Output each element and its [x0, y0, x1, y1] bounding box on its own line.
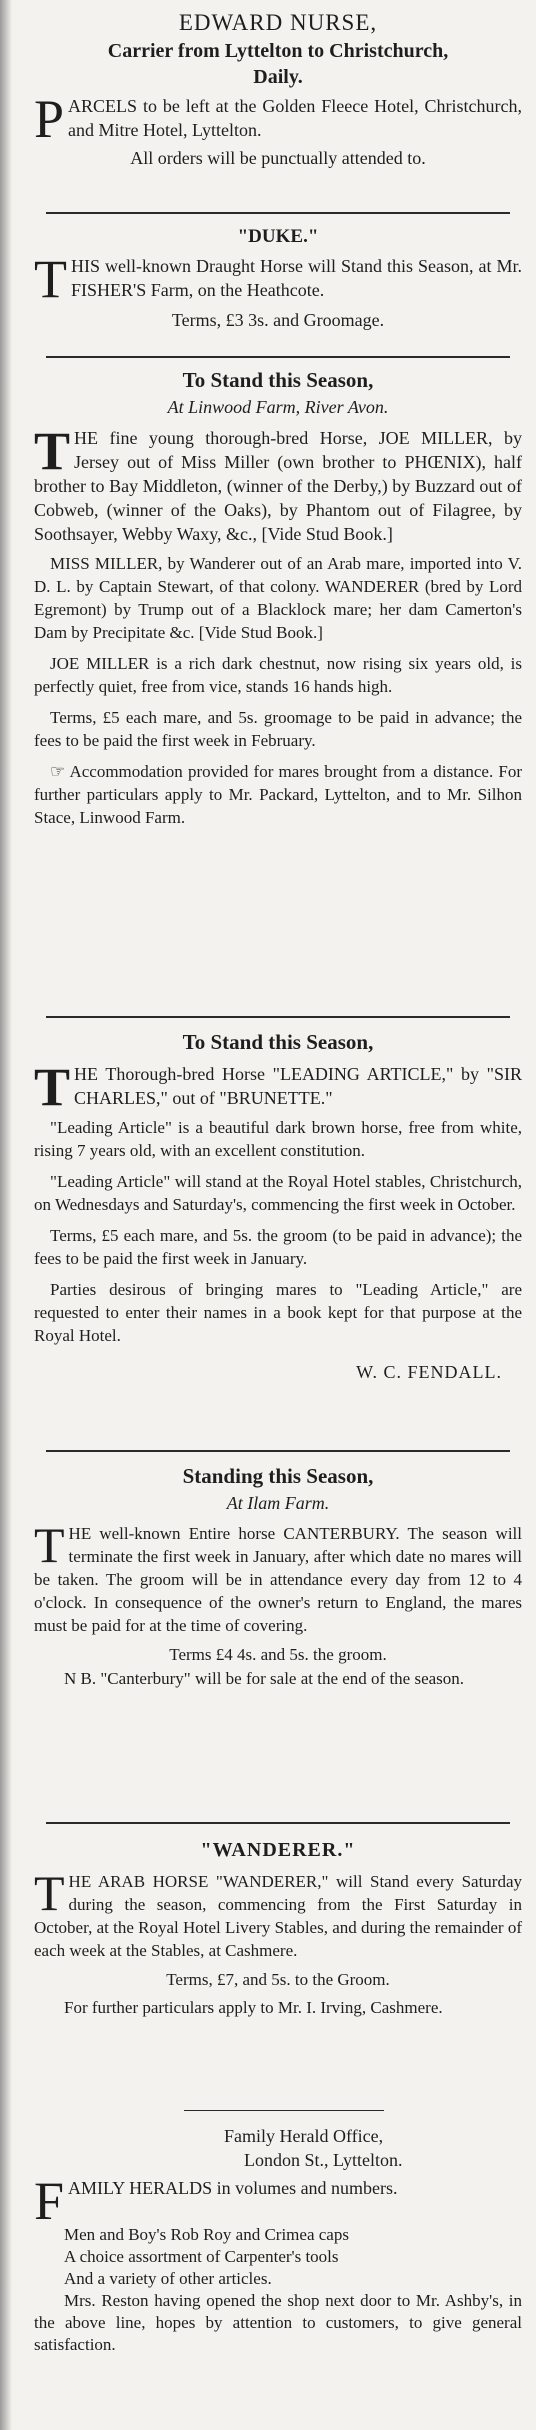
- ad-item: Men and Boy's Rob Roy and Crimea caps: [64, 2225, 349, 2244]
- ad-terms: Terms £4 4s. and 5s. the groom.: [169, 1645, 387, 1664]
- ad-accommodation: ☞ Accommodation provided for mares brought from a distance. For further particulars apply to Mr. Packard, Lyttelton, and to Mr. Silhon Stace, Linwood Farm.: [34, 762, 522, 827]
- ad-address: London St., Lyttelton.: [244, 2150, 403, 2170]
- ad-terms: Terms, £5 each mare, and 5s. groomage to be paid in advance; the fees to be paid the first week in February.: [34, 708, 522, 750]
- ad-body: HE fine young thorough-bred Horse, JOE MILLER, by Jersey out of Miss Miller (own brother to PHŒNIX), half brother to Bay Middleton, (winner of the Derby,) by Buzzard out of Cobweb, (winner of the Oaks), by Phantom out of Filagree, by Soothsayer, Webby Waxy, &c., [Vide Stud Book.]: [34, 428, 522, 544]
- column-rule: [46, 1822, 510, 1824]
- ad-body: AMILY HERALDS in volumes and numbers.: [68, 2178, 398, 2198]
- drop-cap: T: [34, 1865, 65, 1921]
- ad-wanderer: [34, 1836, 522, 2019]
- drop-cap: F: [34, 2171, 65, 2231]
- ad-item: And a variety of other articles.: [64, 2269, 272, 2288]
- ad-canterbury: [34, 1462, 522, 1690]
- ad-joe-miller: [34, 366, 522, 829]
- ad-body-block: [34, 89, 522, 149]
- ad-body: HE Thorough-bred Horse "LEADING ARTICLE," by "SIR CHARLES," out of "BRUNETTE.": [74, 1064, 522, 1108]
- column-rule: [184, 2110, 384, 2111]
- column-rule: [46, 1450, 510, 1452]
- ad-title: To Stand this Season,: [182, 1030, 374, 1054]
- ad-body-block: [34, 1517, 522, 1637]
- ad-terms: Terms, £7, and 5s. to the Groom.: [166, 1970, 390, 1989]
- page-edge-shadow: [0, 0, 12, 2430]
- drop-cap: T: [34, 421, 71, 481]
- ad-title: Standing this Season,: [182, 1464, 374, 1488]
- ad-body: HE ARAB HORSE "WANDERER," will Stand every Saturday during the season, commencing from the First Saturday in October, at the Royal Hotel Livery Stables, and during the remainder of each week at the Stables, at Cashmere.: [34, 1872, 522, 1960]
- drop-cap: P: [34, 89, 65, 149]
- ad-body: ARCELS to be left at the Golden Fleece Hotel, Christchurch, and Mitre Hotel, Lyttelton.: [68, 96, 522, 140]
- ad-body: HE well-known Entire horse CANTERBURY. The season will terminate the first week in January, after which date no mares will be taken. The groom will be in attendance every day from 12 to 4 o'clock. In consequence of the owner's return to England, the mares must be paid for at the time of covering.: [34, 1524, 522, 1635]
- ad-item: A choice assortment of Carpenter's tools: [64, 2247, 339, 2266]
- ad-office: Family Herald Office,: [224, 2126, 384, 2146]
- ad-notice: Mrs. Reston having opened the shop next door to Mr. Ashby's, in the above line, hopes by attention to customers, to give general satisfaction.: [34, 2291, 522, 2354]
- ad-parties: Parties desirous of bringing mares to "Leading Article," are requested to enter their names in a book kept for that purpose at the Royal Hotel.: [34, 1280, 522, 1345]
- ad-title: "DUKE.": [237, 226, 319, 247]
- ad-body-block: [34, 1865, 522, 1962]
- ad-apply: For further particulars apply to Mr. I. Irving, Cashmere.: [64, 1998, 443, 2017]
- ad-terms: Terms, £3 3s. and Groomage.: [171, 310, 385, 330]
- ad-note: N B. "Canterbury" will be for sale at the end of the season.: [64, 1669, 465, 1688]
- ad-edward-nurse: [34, 8, 522, 170]
- ad-body-block: [34, 249, 522, 309]
- ad-terms: Terms, £5 each mare, and 5s. the groom (to be paid in advance); the fees to be paid the first week in January.: [34, 1226, 522, 1268]
- ad-location: At Ilam Farm.: [226, 1493, 330, 1513]
- ad-subheading: Carrier from Lyttelton to Christchurch,: [107, 40, 449, 62]
- drop-cap: T: [34, 1057, 71, 1117]
- ad-leading-article: [34, 1028, 522, 1385]
- ad-body-block: [34, 421, 522, 546]
- ad-title: To Stand this Season,: [182, 368, 374, 392]
- column-rule: [46, 356, 510, 358]
- ad-body-block: [34, 2171, 522, 2231]
- ad-footer: All orders will be punctually attended to.: [130, 148, 426, 168]
- ad-title: "WANDERER.": [200, 1839, 356, 1861]
- ad-frequency: Daily.: [253, 66, 303, 88]
- ad-location: At Linwood Farm, River Avon.: [167, 397, 389, 417]
- column-rule: [46, 1016, 510, 1018]
- ad-schedule: "Leading Article" will stand at the Royal Hotel stables, Christchurch, on Wednesdays and Saturday's, commencing the first week in October.: [34, 1172, 522, 1214]
- ad-description: "Leading Article" is a beautiful dark brown horse, free from white, rising 7 years old, with an excellent constitution.: [34, 1118, 522, 1160]
- ad-body-block: [34, 1057, 522, 1117]
- ad-dam-note: MISS MILLER, by Wanderer out of an Arab mare, imported into V. D. L. by Captain Stewart, of that colony. WANDERER (bred by Lord Egremont) by Trump out of a Blacklock mare; her dam Camerton's Dam by Precipitate &c. [Vide Stud Book.]: [34, 554, 522, 642]
- drop-cap: T: [34, 1517, 65, 1573]
- ad-signature: W. C. FENDALL.: [356, 1362, 502, 1382]
- ad-description: JOE MILLER is a rich dark chestnut, now rising six years old, is perfectly quiet, free from vice, stands 16 hands high.: [34, 654, 522, 696]
- ad-body: HIS well-known Draught Horse will Stand this Season, at Mr. FISHER'S Farm, on the Heathcote.: [71, 256, 522, 300]
- ad-family-herald: [34, 2124, 522, 2356]
- ad-heading: EDWARD NURSE,: [178, 10, 378, 35]
- drop-cap: T: [34, 249, 67, 309]
- column-rule: [46, 212, 510, 214]
- ad-duke: [34, 224, 522, 332]
